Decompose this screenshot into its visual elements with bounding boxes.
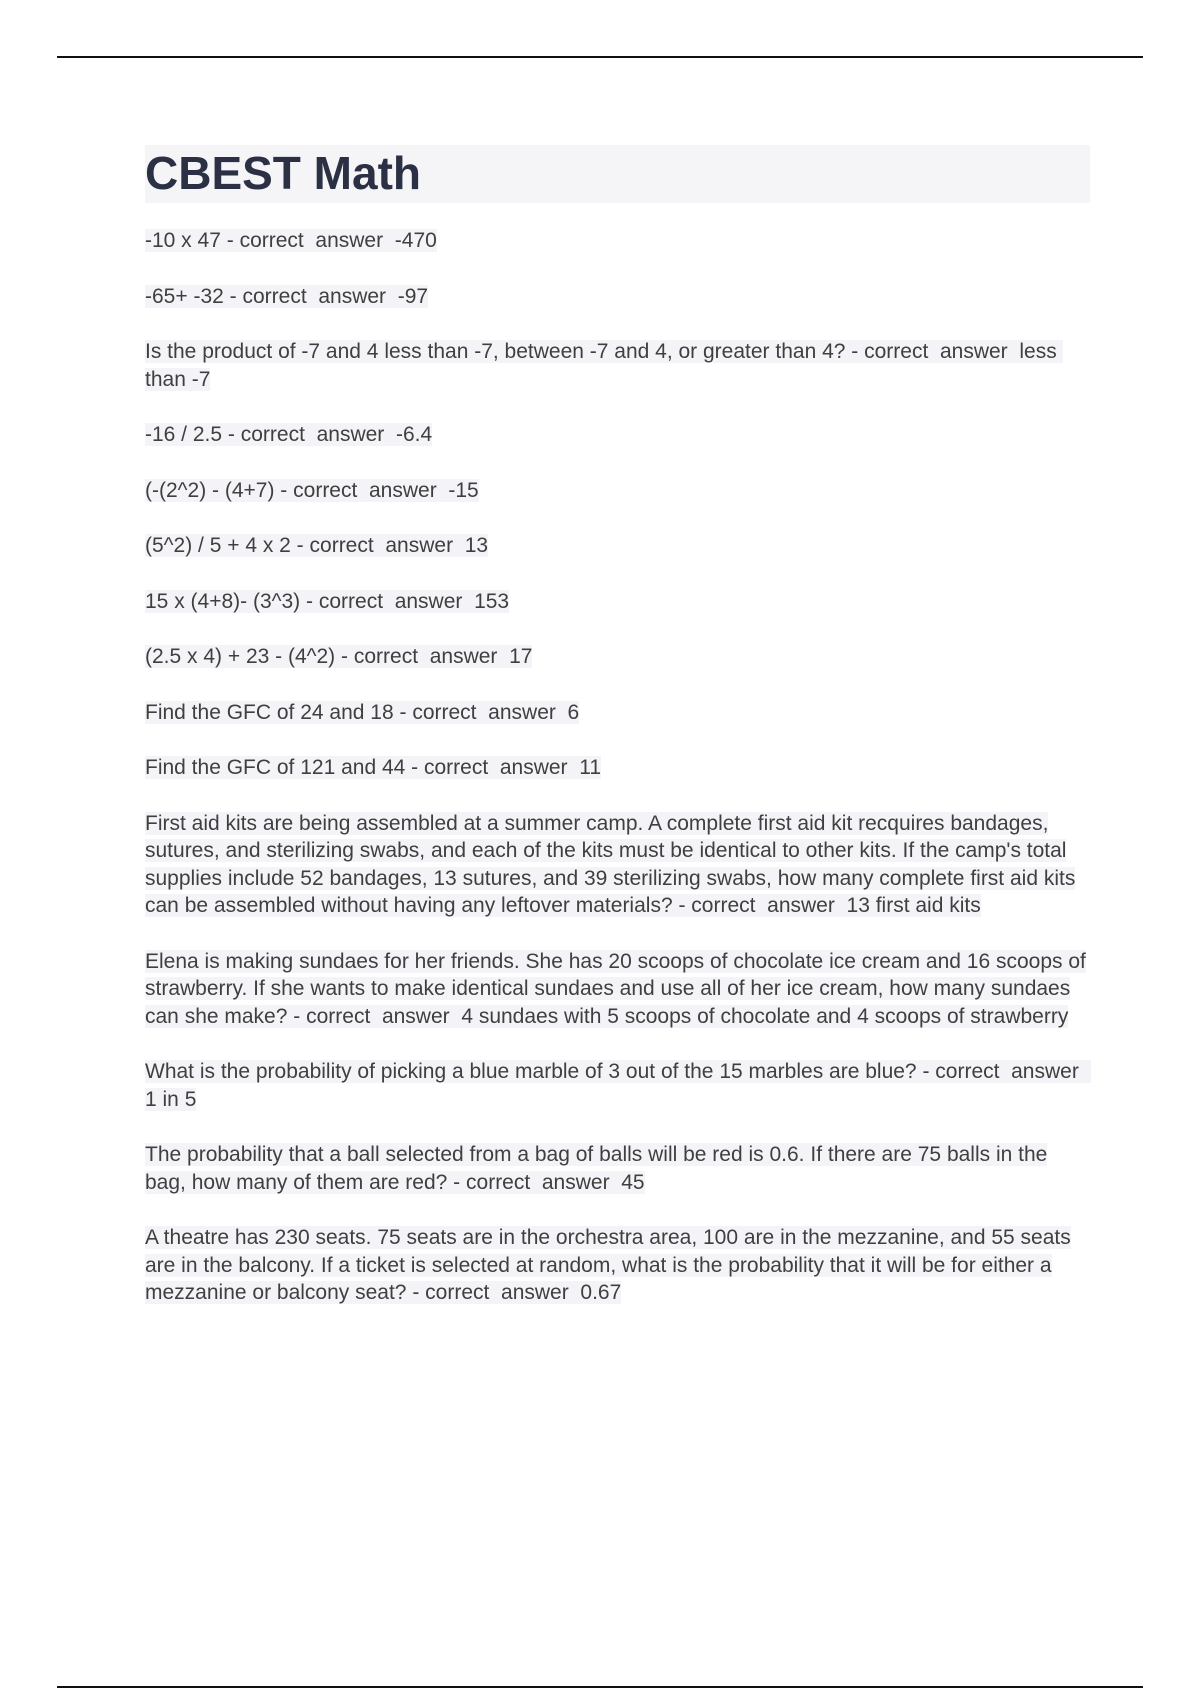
title-band bbox=[145, 145, 1090, 203]
question-text: What is the probability of picking a blue marble of 3 out of the 15 marbles are blue? bbox=[145, 1060, 917, 1083]
question-text: -65+ -32 bbox=[145, 284, 224, 308]
answer-label: correct answer bbox=[353, 645, 510, 668]
qa-item bbox=[145, 810, 1090, 920]
question-text: Find the GFC of 121 and 44 bbox=[145, 756, 406, 779]
qa-list bbox=[145, 227, 1090, 1307]
qa-item bbox=[145, 588, 1090, 616]
answer-label: correct answer bbox=[239, 229, 395, 252]
answer-text: 6 bbox=[567, 700, 580, 724]
qa-item bbox=[145, 227, 1090, 255]
answer-text: 45 bbox=[621, 1170, 645, 1194]
question-text: (5^2) / 5 + 4 x 2 bbox=[145, 534, 291, 557]
answer-label: correct answer bbox=[306, 1004, 462, 1028]
answer-label: correct answer bbox=[412, 700, 568, 724]
separator: - bbox=[406, 1281, 426, 1304]
separator: - bbox=[222, 423, 241, 446]
separator: - bbox=[290, 534, 310, 557]
answer-text: -15 bbox=[448, 478, 479, 502]
answer-text: -470 bbox=[394, 229, 437, 252]
question-text: -10 x 47 bbox=[145, 229, 221, 252]
question-text: A theatre has 230 seats. 75 seats are in the orchestra area, 100 are in the mezzanine, and 55 seats are in the balcony. If a ticket is selected at random, what is the probability that it will be for either a mezzanine or balcony seat? bbox=[145, 1226, 1071, 1304]
qa-item bbox=[145, 1141, 1090, 1196]
question-text: (-(2^2) - (4+7) bbox=[145, 478, 275, 502]
answer-label: correct answer bbox=[864, 340, 1020, 363]
qa-item bbox=[145, 338, 1090, 393]
qa-item bbox=[145, 754, 1090, 782]
question-text: Is the product of -7 and 4 less than -7, between -7 and 4, or greater than 4? bbox=[145, 340, 846, 363]
question-text: -16 / 2.5 bbox=[145, 423, 223, 446]
qa-item bbox=[145, 1224, 1090, 1307]
answer-label: correct answer bbox=[424, 756, 580, 779]
answer-label: correct answer bbox=[935, 1060, 1091, 1083]
question-text: 15 x (4+8)- (3^3) bbox=[145, 589, 301, 613]
separator: - bbox=[672, 894, 692, 917]
answer-label: correct answer bbox=[425, 1281, 581, 1304]
separator: - bbox=[845, 340, 865, 363]
answer-label: correct answer bbox=[293, 478, 449, 502]
separator: - bbox=[287, 1004, 307, 1028]
bottom-rule bbox=[57, 1686, 1143, 1688]
answer-text: 13 first aid kits bbox=[846, 894, 981, 917]
answer-text: 1 in 5 bbox=[145, 1087, 197, 1111]
separator: - bbox=[335, 645, 354, 668]
answer-text: 0.67 bbox=[580, 1281, 622, 1304]
qa-item bbox=[145, 948, 1090, 1031]
answer-text: 4 sundaes with 5 scoops of chocolate and 4 scoops of strawberry bbox=[461, 1004, 1069, 1028]
qa-item bbox=[145, 421, 1090, 449]
answer-text: -6.4 bbox=[395, 423, 433, 446]
answer-text: 13 bbox=[464, 534, 489, 557]
top-rule bbox=[57, 56, 1143, 58]
answer-label: correct answer bbox=[318, 589, 475, 613]
answer-label: correct answer bbox=[309, 534, 465, 557]
answer-text: less than -7 bbox=[145, 340, 1063, 391]
qa-item bbox=[145, 1058, 1090, 1113]
qa-item bbox=[145, 477, 1090, 505]
answer-text: 153 bbox=[474, 589, 510, 613]
separator: - bbox=[220, 229, 240, 252]
separator: - bbox=[274, 478, 294, 502]
answer-label: correct answer bbox=[466, 1170, 622, 1194]
separator: - bbox=[447, 1170, 467, 1194]
question-text: First aid kits are being assembled at a summer camp. A complete first aid kit recquires bandages, sutures, and sterilizing swabs, and each of the kits must be identical to other kits. If the camp's total supplies include 52 bandages, 13 sutures, and 39 sterilizing swabs, how many complete first aid kits can be assembled without having any leftover materials? bbox=[145, 811, 1076, 917]
answer-label: correct answer bbox=[240, 423, 396, 446]
qa-item bbox=[145, 643, 1090, 671]
qa-item bbox=[145, 283, 1090, 311]
answer-label: correct answer bbox=[242, 284, 398, 308]
qa-item bbox=[145, 699, 1090, 727]
separator: - bbox=[916, 1060, 936, 1083]
document-body bbox=[145, 145, 1090, 1335]
answer-text: 11 bbox=[579, 756, 602, 779]
answer-label: correct answer bbox=[691, 894, 847, 917]
separator: - bbox=[223, 284, 243, 308]
question-text: (2.5 x 4) + 23 - (4^2) bbox=[145, 645, 336, 668]
qa-item bbox=[145, 532, 1090, 560]
answer-text: -97 bbox=[397, 284, 429, 308]
question-text: The probability that a ball selected from a bag of balls will be red is 0.6. If there are 75 balls in the bag, how many of them are red? bbox=[145, 1143, 1048, 1194]
document-title: CBEST Math bbox=[145, 147, 421, 199]
question-text: Elena is making sundaes for her friends. She has 20 scoops of chocolate ice cream and 16 scoops of strawberry. If she wants to make identical sundaes and use all of her ice cream, how many sundaes can she make? bbox=[145, 949, 1086, 1028]
question-text: Find the GFC of 24 and 18 bbox=[145, 700, 394, 724]
separator: - bbox=[300, 589, 319, 613]
separator: - bbox=[405, 756, 424, 779]
answer-text: 17 bbox=[509, 645, 533, 668]
separator: - bbox=[393, 700, 413, 724]
